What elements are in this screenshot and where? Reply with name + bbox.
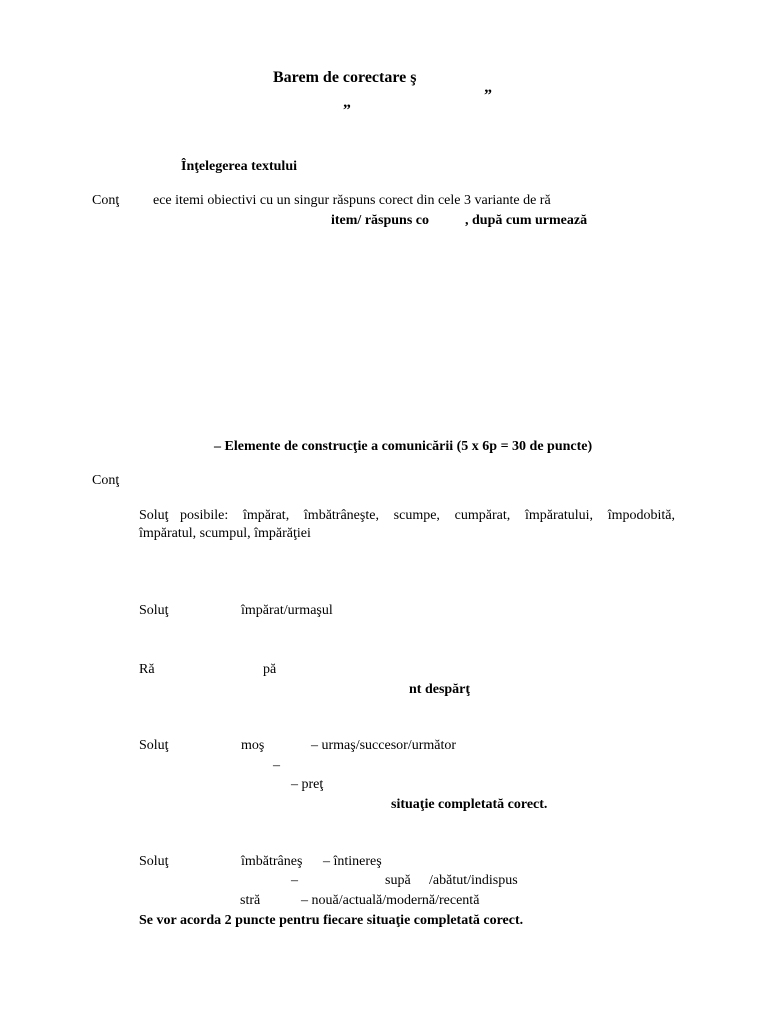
section1-intro-start: Conţ	[92, 193, 120, 208]
document-title: Barem de corectare ş	[273, 69, 417, 86]
item5-antonym2a: supă	[385, 873, 411, 888]
section2-intro: Conţ	[92, 473, 120, 488]
item3-answer: pă	[263, 662, 277, 677]
title-quote-open: „	[343, 94, 351, 111]
item5-antonym1: – întinereş	[323, 854, 382, 869]
item1-line1: posibile: împărat, îmbătrâneşte, scumpe, cumpărat, împăratului, împodobită,	[180, 508, 675, 523]
item4-label: Soluţ	[139, 738, 169, 753]
item3-label: Ră	[139, 662, 155, 677]
item5-note: Se vor acorda 2 puncte pentru fiecare situaţie completată corect.	[139, 913, 524, 928]
section2-heading: – Elemente de construcţie a comunicării (5 x 6p = 30 de puncte)	[214, 439, 593, 454]
section1-heading: Înţelegerea textului	[181, 159, 297, 174]
item4-word1: moş	[241, 738, 265, 753]
item5-word3: stră	[240, 893, 261, 908]
item1-line2: împăratul, scumpul, împărăţiei	[139, 526, 311, 541]
item5-word1: îmbătrâneş	[241, 854, 303, 869]
item4-note: situaţie completată corect.	[391, 797, 548, 812]
item1-label: Soluţ	[139, 508, 169, 523]
item2-label: Soluţ	[139, 603, 169, 618]
item2-answer: împărat/urmaşul	[241, 603, 333, 618]
section1-scoring-a: item/ răspuns co	[331, 213, 429, 228]
item4-synonym3: – preţ	[291, 777, 324, 792]
item5-antonym3: – nouă/actuală/modernă/recentă	[301, 893, 480, 908]
item5-dash2: –	[291, 873, 298, 888]
item4-dash2: –	[273, 758, 280, 773]
item3-note: nt despărţ	[409, 682, 471, 697]
item5-antonym2b: /abătut/indispus	[429, 873, 518, 888]
title-quote-close: ”	[484, 87, 492, 104]
section1-intro-text: ece itemi obiectivi cu un singur răspuns corect din cele 3 variante de ră	[153, 193, 551, 208]
item5-label: Soluţ	[139, 854, 169, 869]
section1-scoring-b: , după cum urmează	[465, 213, 588, 228]
item4-synonyms1: – urmaş/succesor/următor	[311, 738, 457, 753]
